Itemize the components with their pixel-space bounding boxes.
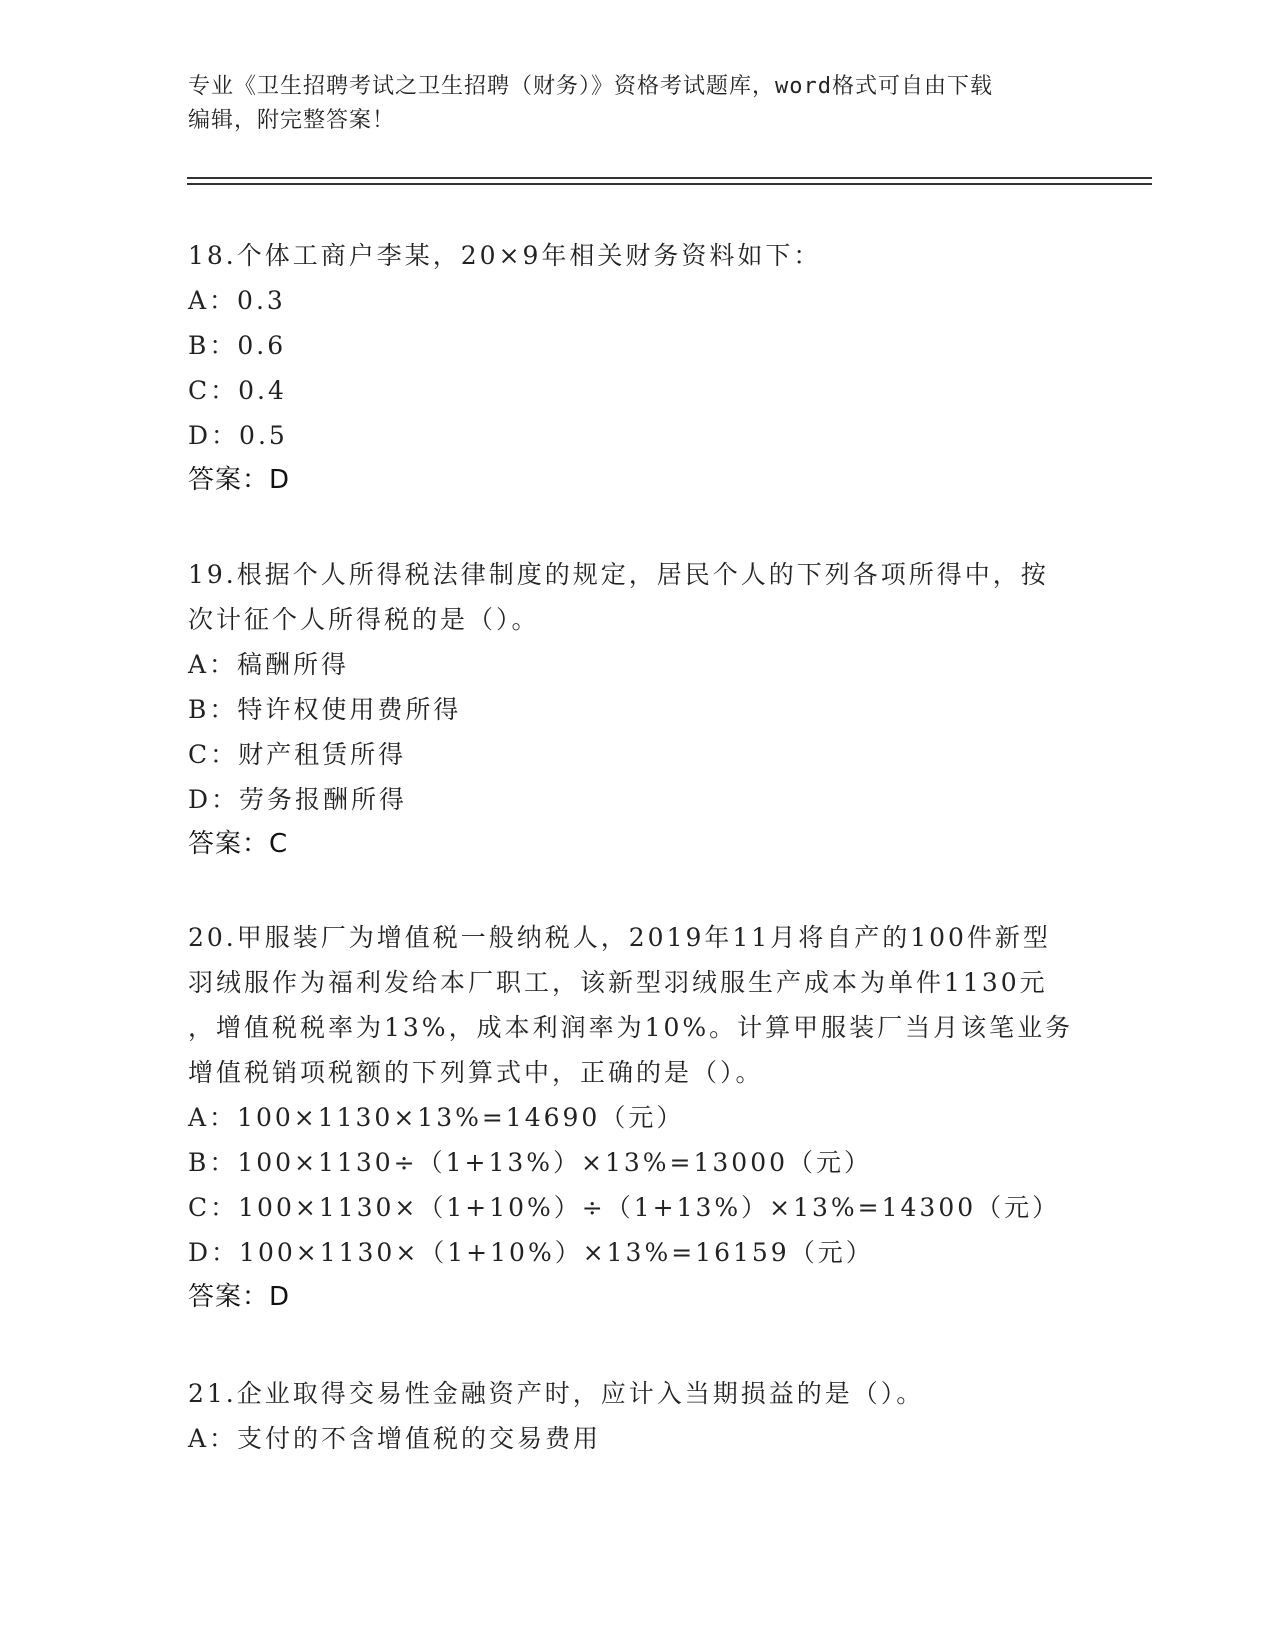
option-a: A：100×1130×13%=14690（元） (188, 1103, 685, 1132)
question-20 (188, 915, 1088, 1320)
option-b: B：特许权使用费所得 (188, 695, 462, 724)
header-divider-top (187, 177, 1152, 179)
option-b: B：100×1130÷（1+13%）×13%=13000（元） (188, 1148, 873, 1177)
question-stem: 21.企业取得交易性金融资产时，应计入当期损益的是（）。 (188, 1379, 925, 1408)
option-b: B：0.6 (188, 331, 287, 360)
option-d: D：劳务报酬所得 (188, 785, 408, 814)
question-stem-line-2: 羽绒服作为福利发给本厂职工，该新型羽绒服生产成本为单件1130元 (188, 968, 1048, 997)
option-a: A：支付的不含增值税的交易费用 (188, 1424, 602, 1453)
option-d: D：100×1130×（1+10%）×13%=16159（元） (188, 1238, 874, 1267)
question-stem-line-2: 次计征个人所得税的是（）。 (188, 605, 540, 634)
option-a: A：0.3 (188, 286, 286, 315)
header-line-1: 专业《卫生招聘考试之卫生招聘（财务）》资格考试题库，word格式可自由下载 (188, 74, 993, 99)
header-line-2: 编辑，附完整答案！ (188, 108, 396, 133)
header-divider-bottom (187, 183, 1152, 185)
question-stem-line-4: 增值税销项税额的下列算式中，正确的是（）。 (188, 1058, 764, 1087)
option-d: D：0.5 (188, 421, 288, 450)
question-18 (188, 233, 1088, 503)
answer-line: 答案：C (188, 829, 289, 859)
option-a: A：稿酬所得 (188, 650, 350, 679)
question-stem: 18.个体工商户李某，20×9年相关财务资料如下： (188, 241, 822, 270)
document-header (188, 70, 1088, 138)
option-c: C：100×1130×（1+10%）÷（1+13%）×13%=14300（元） (188, 1193, 1061, 1222)
question-21 (188, 1371, 1088, 1461)
answer-line: 答案：D (188, 1282, 291, 1312)
answer-line: 答案：D (188, 465, 291, 495)
question-stem-line-1: 19.根据个人所得税法律制度的规定，居民个人的下列各项所得中，按 (188, 560, 1049, 589)
option-c: C：财产租赁所得 (188, 740, 407, 769)
question-stem-line-3: ，增值税税率为13%，成本利润率为10%。计算甲服装厂当月该笔业务 (188, 1013, 1074, 1042)
question-19 (188, 552, 1088, 867)
option-c: C：0.4 (188, 376, 287, 405)
question-stem-line-1: 20.甲服装厂为增值税一般纳税人，2019年11月将自产的100件新型 (188, 923, 1051, 952)
